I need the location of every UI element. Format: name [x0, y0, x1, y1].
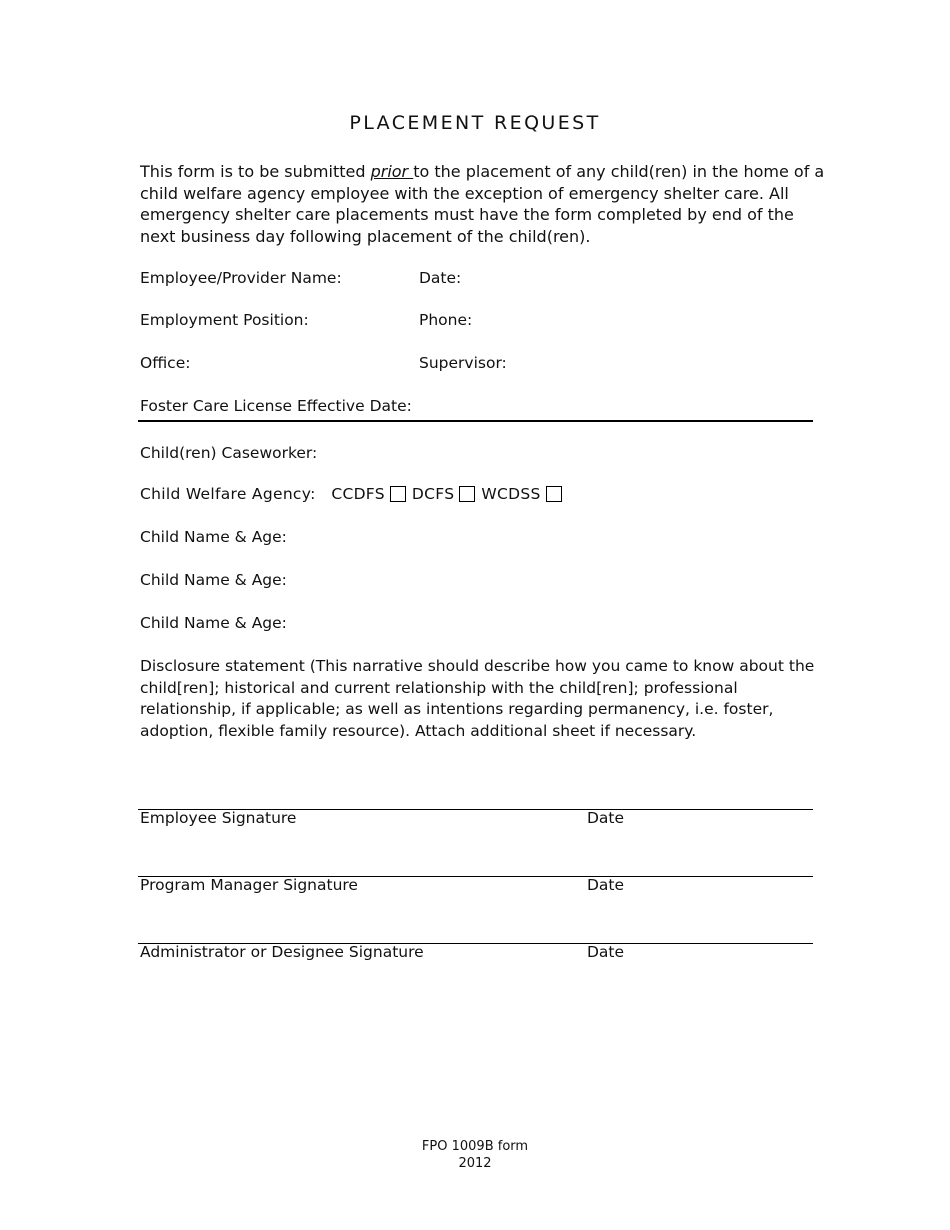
page-title: PLACEMENT REQUEST [349, 112, 601, 134]
footer [0, 1138, 950, 1172]
administrator-signature-date-label: Date [587, 943, 625, 961]
child-name-age-field-3[interactable]: Child Name & Age: [140, 614, 287, 632]
agency-label: Child Welfare Agency: [140, 485, 316, 503]
wcdss-checkbox[interactable] [546, 486, 562, 502]
phone-field[interactable]: Phone: [419, 311, 473, 329]
form-id: FPO 1009B form [421, 1139, 529, 1154]
employee-signature-date-label: Date [587, 809, 625, 827]
program-manager-signature-label: Program Manager Signature [140, 876, 358, 894]
form-year: 2012 [458, 1156, 492, 1171]
foster-license-date-field[interactable]: Foster Care License Effective Date: [140, 397, 412, 415]
child-name-age-field-1[interactable]: Child Name & Age: [140, 528, 287, 546]
section-divider [138, 420, 813, 422]
agency-row [140, 485, 568, 503]
intro-emphasis: prior [370, 162, 414, 181]
supervisor-field[interactable]: Supervisor: [419, 354, 507, 372]
caseworker-field[interactable]: Child(ren) Caseworker: [140, 444, 318, 462]
program-manager-signature-date-label: Date [587, 876, 625, 894]
employee-provider-name-field[interactable]: Employee/Provider Name: [140, 269, 342, 287]
employment-position-field[interactable]: Employment Position: [140, 311, 309, 329]
intro-paragraph [140, 161, 830, 247]
date-field[interactable]: Date: [419, 269, 462, 287]
intro-text-after: to the placement of any child(ren) in the home of a child welfare agency employee with the exception of emergency shelter care. All emergency shelter care placements must have the form completed by end of the next business day following placement of the child(ren). [140, 162, 825, 246]
ccdfs-checkbox[interactable] [390, 486, 406, 502]
agency-option-wcdss-label: WCDSS [481, 485, 541, 503]
office-field[interactable]: Office: [140, 354, 191, 372]
employee-signature-label: Employee Signature [140, 809, 297, 827]
intro-text-before: This form is to be submitted [140, 162, 371, 181]
dcfs-checkbox[interactable] [459, 486, 475, 502]
child-name-age-field-2[interactable]: Child Name & Age: [140, 571, 287, 589]
disclosure-statement: Disclosure statement (This narrative should describe how you came to know about the child[ren]; historical and current relationship with the child[ren]; professional relationship, if applicable; as well as intentions regarding permanency, i.e. foster, adoption, flexible family resource). Attach additional sheet if necessary. [140, 657, 815, 740]
agency-option-ccdfs-label: CCDFS [331, 485, 385, 503]
administrator-signature-label: Administrator or Designee Signature [140, 943, 424, 961]
agency-option-dcfs-label: DCFS [411, 485, 455, 503]
